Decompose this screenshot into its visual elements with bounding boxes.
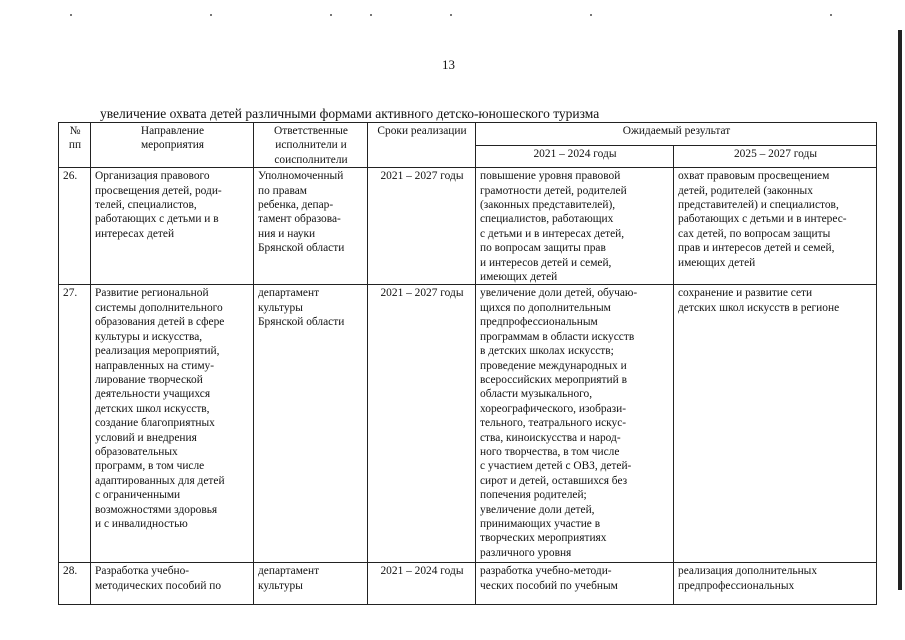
- row-result-2025-2027: реализация дополнительных предпрофессиональных: [674, 563, 877, 605]
- header-responsible: Ответственные исполнители и соисполнители: [254, 123, 368, 168]
- page-number: 13: [442, 57, 455, 72]
- scan-artifacts: [70, 14, 830, 17]
- row-terms: 2021 – 2027 годы: [368, 168, 476, 285]
- row-responsible: Уполномоченный по правам ребенка, депар- тамент образова- ния и науки Брянской области: [254, 168, 368, 285]
- row-responsible: департамент культуры Брянской области: [254, 285, 368, 563]
- row-terms: 2021 – 2027 годы: [368, 285, 476, 563]
- row-result-2025-2027: охват правовым просвещением детей, родителей (законных представителей) и специалистов, работающих с детьми и в интерес- сах детей, по вопросам защиты прав и интересов детей и семей, имеющих детей: [674, 168, 877, 285]
- row-direction: Организация правового просвещения детей, роди- телей, специалистов, работающих с детьми и в интересах детей: [91, 168, 254, 285]
- header-expected: Ожидаемый результат: [476, 123, 877, 146]
- table-row: [59, 168, 877, 285]
- header-terms: Сроки реализации: [368, 123, 476, 168]
- row-direction: Разработка учебно- методических пособий по: [91, 563, 254, 605]
- table-header-row: [59, 123, 877, 146]
- table-row: [59, 285, 877, 563]
- table-row: [59, 563, 877, 605]
- row-result-2021-2024: увеличение доли детей, обучаю- щихся по дополнительным предпрофессиональным программам в области искусств в детских школах искусств; проведение международных и всероссийских мероприятий в области музыкального, хореографического, изобрази- тельного, театрального искус- ства, киноискусства и народ- ного творчества, в том числе с участием детей с ОВЗ, детей- сирот и детей, оставшихся без попечения родителей; увеличение доли детей, принимающих участие в творческих мероприятиях различного уровня: [476, 285, 674, 563]
- header-direction: Направление мероприятия: [91, 123, 254, 168]
- events-table: [58, 122, 877, 605]
- scan-edge-line: [898, 30, 902, 590]
- header-period-2: 2025 – 2027 годы: [674, 145, 877, 168]
- row-num: 27.: [59, 285, 91, 563]
- row-direction: Развитие региональной системы дополнительного образования детей в сфере культуры и искусства, реализация мероприятий, направленных на стиму- лирование творческой деятельности учащихся детских школ искусств, создание благоприятных условий и внедрения образовательных программ, в том числе адаптированных для детей с ограниченными возможностями здоровья и с инвалидностью: [91, 285, 254, 563]
- row-responsible: департамент культуры: [254, 563, 368, 605]
- header-num: № пп: [59, 123, 91, 168]
- row-num: 26.: [59, 168, 91, 285]
- row-result-2021-2024: повышение уровня правовой грамотности детей, родителей (законных представителей), специалистов, работающих с детьми и в интересах детей, по вопросам защиты прав и интересов детей и семей, имеющих детей: [476, 168, 674, 285]
- row-terms: 2021 – 2024 годы: [368, 563, 476, 605]
- header-period-1: 2021 – 2024 годы: [476, 145, 674, 168]
- row-result-2021-2024: разработка учебно-методи- ческих пособий по учебным: [476, 563, 674, 605]
- row-result-2025-2027: сохранение и развитие сети детских школ искусств в регионе: [674, 285, 877, 563]
- intro-text: увеличение охвата детей различными формами активного детско-юношеского туризма: [100, 106, 600, 121]
- row-num: 28.: [59, 563, 91, 605]
